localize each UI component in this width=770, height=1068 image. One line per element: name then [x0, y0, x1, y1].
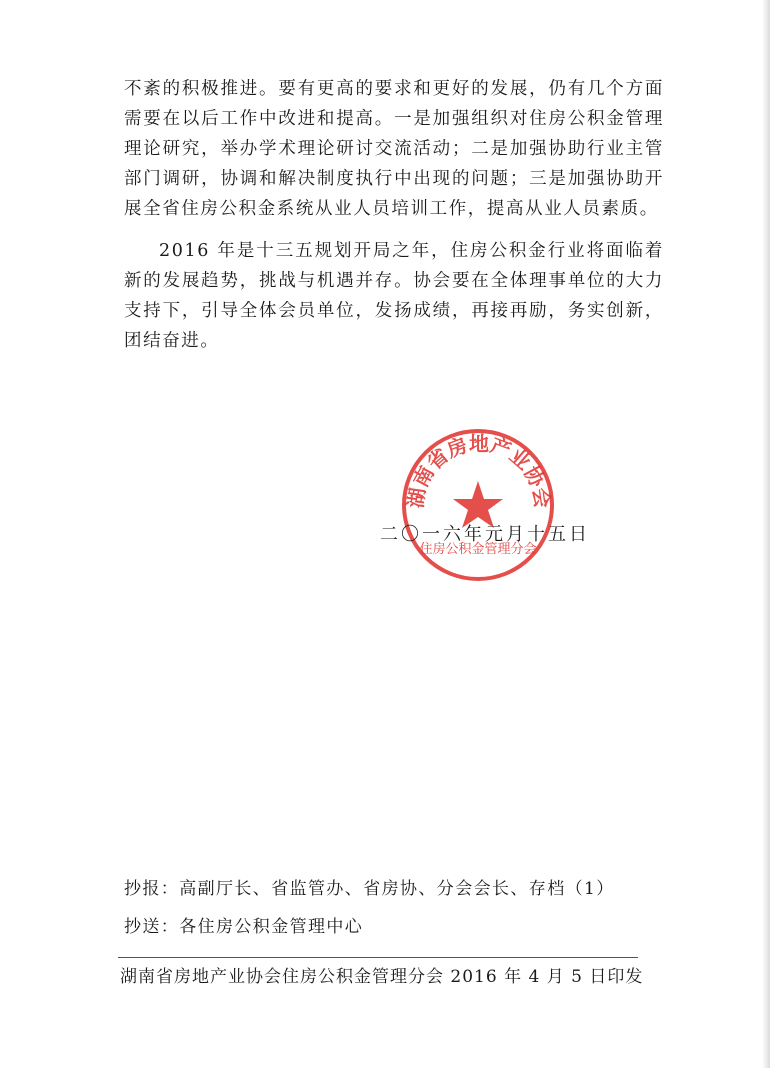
document-date: 二〇一六年元月十五日 [380, 524, 590, 545]
print-footer: 湖南省房地产业协会住房公积金管理分会 2016 年 4 月 5 日印发 [120, 967, 644, 987]
cc-report-line: 抄报：高副厅长、省监管办、省房协、分会会长、存档（1） [124, 879, 615, 899]
official-seal [398, 425, 558, 585]
paragraph-2: 2016 年是十三五规划开局之年，住房公积金行业将面临着新的发展趋势，挑战与机遇并存。协会要在全体理事单位的大力支持下，引导全体会员单位，发扬成绩，再接再励，务实创新，团结奋进。 [124, 241, 664, 351]
cc-send-line: 抄送：各住房公积金管理中心 [124, 917, 364, 937]
body-text [124, 74, 664, 356]
footer-divider [118, 957, 638, 958]
seal-inner-text: 住房公积金管理分会 [419, 542, 537, 557]
page-edge-shadow [762, 0, 770, 1068]
paragraph-1: 不紊的积极推进。要有更高的要求和更好的发展，仍有几个方面需要在以后工作中改进和提高。一是加强组织对住房公积金管理理论研究，举办学术理论研讨交流活动；二是加强协助行业主管部门调研，协调和解决制度执行中出现的问题；三是加强协助开展全省住房公积金系统从业人员培训工作，提高从业人员素质。 [124, 79, 664, 219]
seal-outer-text: 湖南省房地产业协会 [403, 431, 555, 510]
